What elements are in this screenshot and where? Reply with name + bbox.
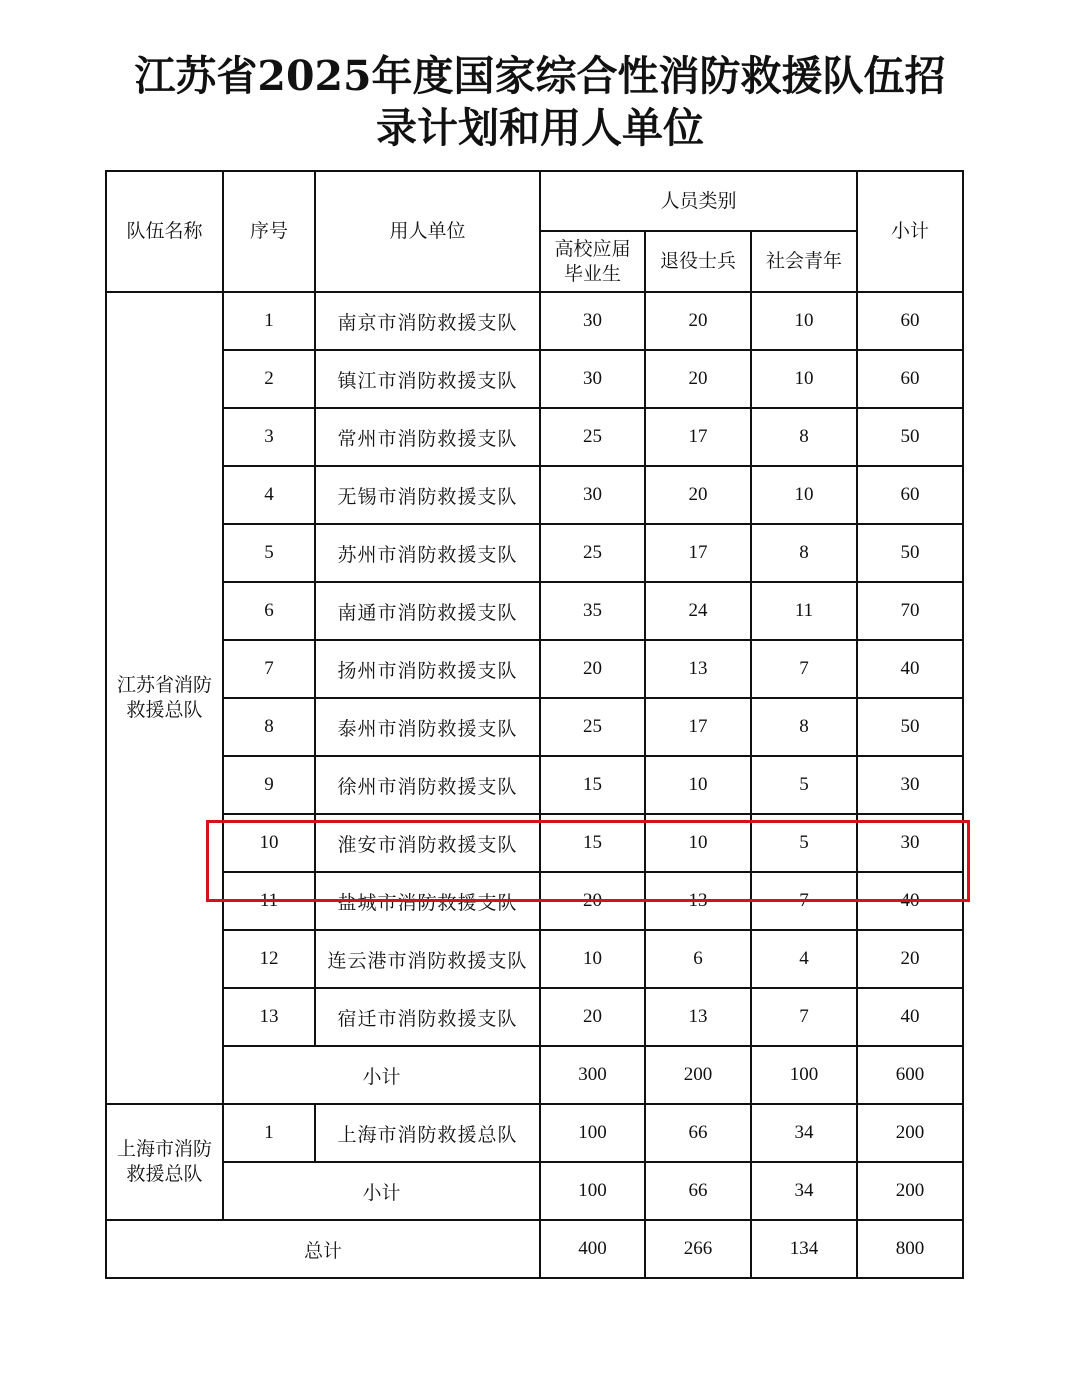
row-index: 12: [223, 930, 315, 988]
subtotal-veterans: 200: [645, 1046, 751, 1104]
title-line-1: 江苏省2025年度国家综合性消防救援队伍招: [134, 52, 946, 100]
header-graduates-line2: 毕业生: [563, 262, 621, 285]
total-youth: 134: [751, 1220, 857, 1278]
unit-name: 盐城市消防救援支队: [315, 872, 540, 930]
subtotal-total: 600: [857, 1046, 963, 1104]
youth-count: 10: [751, 292, 857, 350]
subtotal-label: 小计: [223, 1046, 540, 1104]
veterans-count: 17: [645, 408, 751, 466]
unit-name: 扬州市消防救援支队: [315, 640, 540, 698]
recruitment-table: [105, 170, 964, 1279]
youth-count: 8: [751, 524, 857, 582]
row-index: 13: [223, 988, 315, 1046]
row-index: 10: [223, 814, 315, 872]
youth-count: 10: [751, 466, 857, 524]
youth-count: 7: [751, 872, 857, 930]
total-graduates: 400: [540, 1220, 645, 1278]
row-subtotal: 30: [857, 814, 963, 872]
table-row: [106, 292, 963, 350]
unit-name: 泰州市消防救援支队: [315, 698, 540, 756]
subtotal-row: [106, 1162, 963, 1220]
veterans-count: 20: [645, 466, 751, 524]
row-index: 9: [223, 756, 315, 814]
graduates-count: 10: [540, 930, 645, 988]
youth-count: 4: [751, 930, 857, 988]
veterans-count: 10: [645, 756, 751, 814]
row-index: 11: [223, 872, 315, 930]
team-name-line1: 上海市消防: [116, 1138, 212, 1160]
graduates-count: 20: [540, 872, 645, 930]
team-name-line2: 救援总队: [126, 699, 203, 721]
table-body: [106, 292, 963, 1278]
table-row: [106, 524, 963, 582]
row-subtotal: 30: [857, 756, 963, 814]
unit-name: 南京市消防救援支队: [315, 292, 540, 350]
veterans-count: 66: [645, 1104, 751, 1162]
youth-count: 5: [751, 756, 857, 814]
veterans-count: 6: [645, 930, 751, 988]
row-subtotal: 70: [857, 582, 963, 640]
row-index: 3: [223, 408, 315, 466]
table-row: [106, 640, 963, 698]
unit-name: 连云港市消防救援支队: [315, 930, 540, 988]
graduates-count: 15: [540, 814, 645, 872]
row-index: 5: [223, 524, 315, 582]
row-subtotal: 200: [857, 1104, 963, 1162]
header-youth: 社会青年: [751, 231, 857, 292]
unit-name: 苏州市消防救援支队: [315, 524, 540, 582]
total-label: 总计: [106, 1220, 540, 1278]
subtotal-veterans: 66: [645, 1162, 751, 1220]
subtotal-total: 200: [857, 1162, 963, 1220]
veterans-count: 10: [645, 814, 751, 872]
youth-count: 7: [751, 640, 857, 698]
veterans-count: 20: [645, 292, 751, 350]
veterans-count: 17: [645, 698, 751, 756]
graduates-count: 100: [540, 1104, 645, 1162]
row-subtotal: 40: [857, 640, 963, 698]
row-subtotal: 60: [857, 292, 963, 350]
row-subtotal: 40: [857, 872, 963, 930]
subtotal-youth: 100: [751, 1046, 857, 1104]
veterans-count: 13: [645, 640, 751, 698]
youth-count: 7: [751, 988, 857, 1046]
subtotal-youth: 34: [751, 1162, 857, 1220]
subtotal-row: [106, 1046, 963, 1104]
row-index: 2: [223, 350, 315, 408]
row-subtotal: 40: [857, 988, 963, 1046]
youth-count: 11: [751, 582, 857, 640]
unit-name: 上海市消防救援总队: [315, 1104, 540, 1162]
row-index: 1: [223, 1104, 315, 1162]
total-veterans: 266: [645, 1220, 751, 1278]
table-row: [106, 756, 963, 814]
graduates-count: 30: [540, 350, 645, 408]
table-row: [106, 408, 963, 466]
veterans-count: 13: [645, 988, 751, 1046]
graduates-count: 20: [540, 640, 645, 698]
row-index: 1: [223, 292, 315, 350]
title-line-2: 录计划和用人单位: [376, 104, 704, 152]
unit-name: 徐州市消防救援支队: [315, 756, 540, 814]
table-row: [106, 988, 963, 1046]
graduates-count: 20: [540, 988, 645, 1046]
graduates-count: 35: [540, 582, 645, 640]
veterans-count: 24: [645, 582, 751, 640]
unit-name: 淮安市消防救援支队: [315, 814, 540, 872]
veterans-count: 13: [645, 872, 751, 930]
table-row: [106, 350, 963, 408]
unit-name: 无锡市消防救援支队: [315, 466, 540, 524]
header-index: 序号: [223, 171, 315, 292]
row-index: 4: [223, 466, 315, 524]
subtotal-graduates: 100: [540, 1162, 645, 1220]
subtotal-label: 小计: [223, 1162, 540, 1220]
unit-name: 宿迁市消防救援支队: [315, 988, 540, 1046]
row-index: 8: [223, 698, 315, 756]
team-name: [106, 292, 223, 1104]
graduates-count: 30: [540, 466, 645, 524]
team-name-line1: 江苏省消防: [116, 674, 212, 696]
unit-name: 常州市消防救援支队: [315, 408, 540, 466]
header-row-1: [106, 171, 963, 231]
page-title: [0, 50, 1080, 154]
youth-count: 10: [751, 350, 857, 408]
row-subtotal: 60: [857, 466, 963, 524]
graduates-count: 30: [540, 292, 645, 350]
header-veterans: 退役士兵: [645, 231, 751, 292]
table-row: [106, 930, 963, 988]
youth-count: 8: [751, 698, 857, 756]
row-index: 7: [223, 640, 315, 698]
unit-name: 南通市消防救援支队: [315, 582, 540, 640]
unit-name: 镇江市消防救援支队: [315, 350, 540, 408]
header-unit: 用人单位: [315, 171, 540, 292]
graduates-count: 25: [540, 408, 645, 466]
youth-count: 5: [751, 814, 857, 872]
table-row: [106, 814, 963, 872]
header-subtotal: 小计: [857, 171, 963, 292]
youth-count: 8: [751, 408, 857, 466]
header-graduates: [540, 231, 645, 292]
header-team: 队伍名称: [106, 171, 223, 292]
table-row: [106, 872, 963, 930]
row-subtotal: 60: [857, 350, 963, 408]
veterans-count: 20: [645, 350, 751, 408]
table-row: [106, 466, 963, 524]
graduates-count: 15: [540, 756, 645, 814]
row-subtotal: 50: [857, 698, 963, 756]
row-subtotal: 20: [857, 930, 963, 988]
subtotal-graduates: 300: [540, 1046, 645, 1104]
team-name-line2: 救援总队: [126, 1163, 203, 1185]
table-row: [106, 1104, 963, 1162]
team-name: [106, 1104, 223, 1220]
graduates-count: 25: [540, 698, 645, 756]
header-graduates-line1: 高校应届: [554, 237, 631, 260]
header-category: 人员类别: [540, 171, 857, 231]
row-subtotal: 50: [857, 524, 963, 582]
veterans-count: 17: [645, 524, 751, 582]
youth-count: 34: [751, 1104, 857, 1162]
table-row: [106, 582, 963, 640]
table-row: [106, 698, 963, 756]
total-all: 800: [857, 1220, 963, 1278]
row-subtotal: 50: [857, 408, 963, 466]
total-row: [106, 1220, 963, 1278]
graduates-count: 25: [540, 524, 645, 582]
row-index: 6: [223, 582, 315, 640]
